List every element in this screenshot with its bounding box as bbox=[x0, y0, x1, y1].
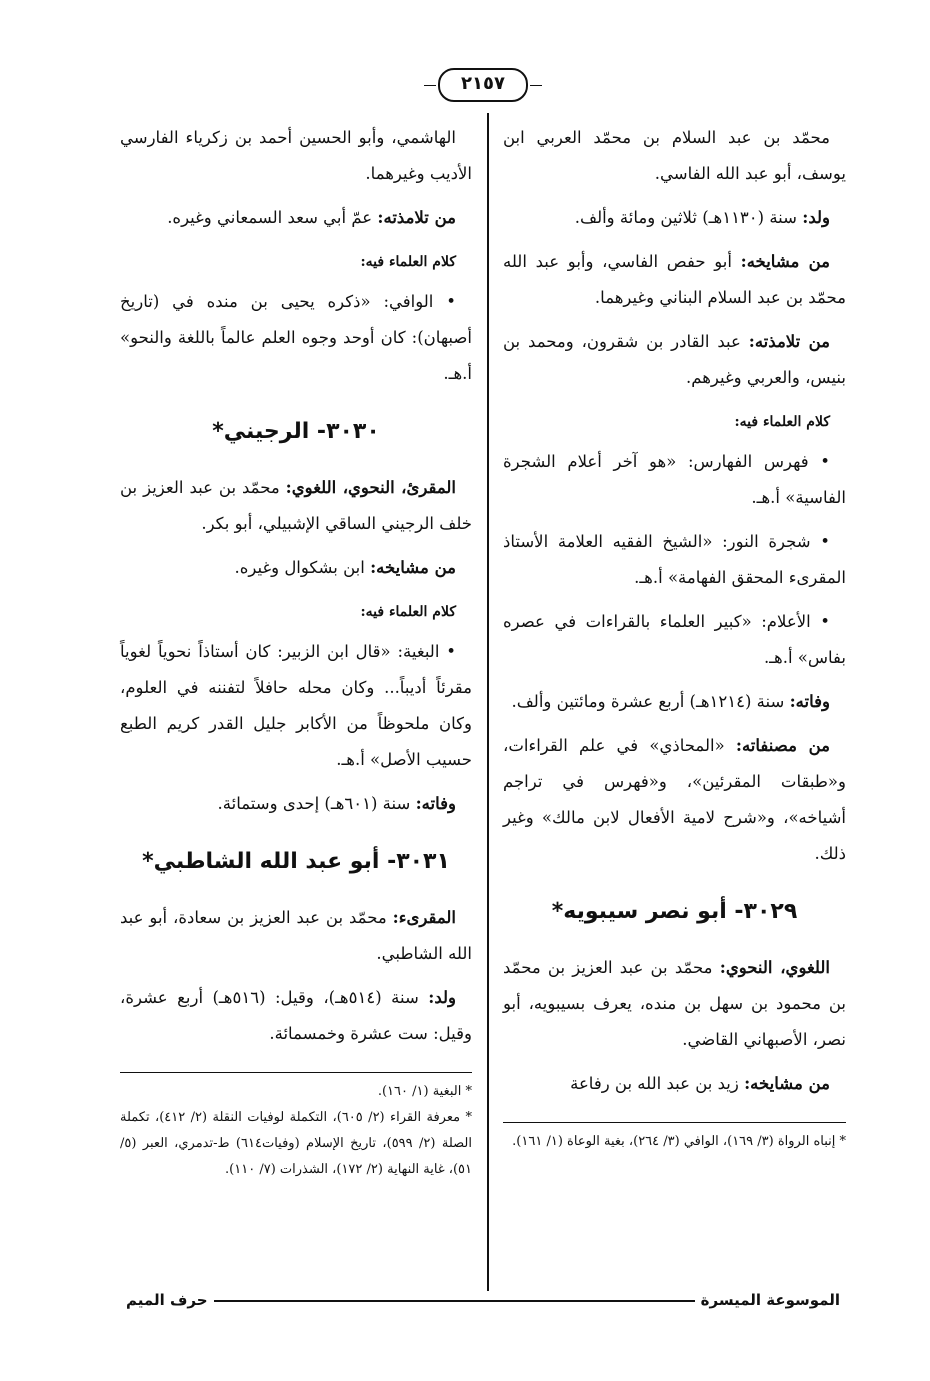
desc-text: محمّد بن عبد العزيز بن سعادة، أبو عبد الله الشاطبي. bbox=[120, 908, 472, 963]
entry-2029-students bbox=[120, 200, 472, 236]
column-divider bbox=[487, 113, 489, 1291]
teachers-label: من مشايخه: bbox=[740, 252, 830, 271]
quote-bughya: • البغية: «قال ابن الزبير: كان أستاذاً نحوياً لغوياً مقرئاً أديباً... وكان محله حافلاً لتفننه في العلوم، وكان ملحوظاً من الأكابر جليل القدر كريم الطبع حسيب الأصل» أ.هـ. bbox=[120, 642, 472, 769]
entry-2029-cont: الهاشمي، وأبو الحسين أحمد بن زكرياء الفارسي الأديب وغيرهما. bbox=[120, 128, 472, 183]
quote-fahras: • فهرس الفهارس: «هو آخر أعلام الشجرة الفاسية» أ.هـ. bbox=[503, 452, 846, 507]
students-label: من تلامذته: bbox=[377, 208, 456, 227]
footnote-rule bbox=[120, 1072, 472, 1073]
scholars-heading: كلام العلماء فيه: bbox=[360, 254, 456, 270]
right-column bbox=[503, 120, 846, 1155]
entry-2030-desc bbox=[120, 470, 472, 542]
death-text: سنة (٦٠١هـ) إحدى وستمائة. bbox=[217, 794, 411, 813]
teachers-label: من مشايخه: bbox=[744, 1074, 830, 1093]
entry-2029-desc bbox=[503, 950, 846, 1058]
footnote-2031: * معرفة القراء (٢/ ٦٠٥)، التكملة لوفيات النقلة (٢/ ٤١٢)، تكملة الصلة (٢/ ٥٩٩)، تاريخ الإسلام (وفيات٦١٤) ط-تدمري، العبر (٥/ ٥١)، غاية النهاية (٢/ ١٧٢)، الشذرات (٧/ ١١٠). bbox=[120, 1110, 472, 1177]
entry-2028-born bbox=[503, 200, 846, 236]
desc-label: المقرىء: bbox=[392, 908, 456, 927]
death-text: سنة (١٢١٤هـ) أربع عشرة ومائتين وألف. bbox=[511, 692, 785, 711]
quote-wafi: • الوافي: «ذكره يحيى بن منده في (تاريخ أصبهان): كان أوحد وجوه العلم عالماً باللغة والنحو» أ.هـ. bbox=[120, 292, 472, 383]
students-text: عمّ أبي سعد السمعاني وغيره. bbox=[167, 208, 373, 227]
desc-label: المقرئ، النحوي، اللغوي: bbox=[285, 478, 456, 497]
born-label: ولد: bbox=[802, 208, 830, 227]
entry-2031-born bbox=[120, 980, 472, 1052]
entry-2030-teachers bbox=[120, 550, 472, 586]
entry-2028-intro: محمّد بن عبد السلام بن محمّد العربي ابن يوسف، أبو عبد الله الفاسي. bbox=[503, 128, 846, 183]
born-label: ولد: bbox=[428, 988, 456, 1007]
page-number: ٢١٥٧ bbox=[438, 68, 528, 102]
footnote-2029: * إنباه الرواة (٣/ ١٦٩)، الوافي (٣/ ٢٦٤)، بغية الوعاة (١/ ١٦١). bbox=[512, 1134, 846, 1149]
born-text: سنة (١١٣٠هـ) ثلاثين ومائة وألف. bbox=[574, 208, 797, 227]
students-text: عبد القادر بن شقرون، ومحمد بن بنيس، والعربي وغيرهم. bbox=[503, 332, 846, 387]
entry-2029-title: ٣٠٢٩- أبو نصر سيبويه* bbox=[551, 899, 798, 924]
desc-text: محمّد بن عبد العزيز بن خلف الرجيني الساقي الإشبيلي، أبو بكر. bbox=[120, 478, 472, 533]
entry-2031-title: ٣٠٣١- أبو عبد الله الشاطبي* bbox=[142, 849, 450, 874]
entry-2030-death bbox=[120, 786, 472, 822]
entry-2030-title: ٣٠٣٠- الرجيني* bbox=[212, 419, 380, 444]
entry-2028-students bbox=[503, 324, 846, 396]
death-label: وفاته: bbox=[789, 692, 830, 711]
desc-text: محمّد بن عبد العزيز بن محمّد بن محمود بن سهل بن منده، يعرف بسيبويه، أبو نصر، الأصبهاني القاضي. bbox=[503, 958, 846, 1049]
quote-alam: • الأعلام: «كبير العلماء بالقراءات في عصره بفاس» أ.هـ. bbox=[503, 612, 846, 667]
entry-2029-teachers bbox=[503, 1066, 846, 1102]
works-label: من مصنفاته: bbox=[735, 736, 831, 755]
entry-2031-desc bbox=[120, 900, 472, 972]
students-label: من تلامذته: bbox=[748, 332, 830, 351]
footnote-rule bbox=[503, 1122, 846, 1123]
left-column bbox=[120, 120, 472, 1183]
entry-2028-death bbox=[503, 684, 846, 720]
teachers-text: ابن بشكوال وغيره. bbox=[234, 558, 365, 577]
entry-2028-teachers bbox=[503, 244, 846, 316]
scholars-heading: كلام العلماء فيه: bbox=[734, 414, 830, 430]
quote-shajarat: • شجرة النور: «الشيخ الفقيه العلامة الأستاذ المقرىء المحقق الفهامة» أ.هـ. bbox=[503, 532, 846, 587]
footnote-2030: * البغية (١/ ١٦٠). bbox=[377, 1084, 472, 1099]
entry-2028-works bbox=[503, 728, 846, 872]
teachers-label: من مشايخه: bbox=[370, 558, 456, 577]
footer-book-title: الموسوعة الميسرة bbox=[695, 1289, 846, 1311]
death-label: وفاته: bbox=[415, 794, 456, 813]
teachers-text: زيد بن عبد الله بن رفاعة bbox=[570, 1074, 739, 1093]
born-text: سنة (٥١٤هـ)، وقيل: (٥١٦هـ) أربع عشرة، وقيل: ست عشرة وخمسمائة. bbox=[120, 988, 472, 1043]
scholars-heading: كلام العلماء فيه: bbox=[360, 604, 456, 620]
desc-label: اللغوي، النحوي: bbox=[719, 958, 830, 977]
works-text: «المحاذي» في علم القراءات، و«طبقات المقرئين»، و«فهرس في تراجم أشياخه»، و«شرح لامية الأفعال لابن مالك» وغير ذلك. bbox=[503, 736, 846, 863]
teachers-text: أبو حفص الفاسي، وأبو عبد الله محمّد بن عبد السلام البناني وغيرهما. bbox=[503, 252, 846, 307]
footer-section-label: حرف الميم bbox=[120, 1289, 214, 1311]
